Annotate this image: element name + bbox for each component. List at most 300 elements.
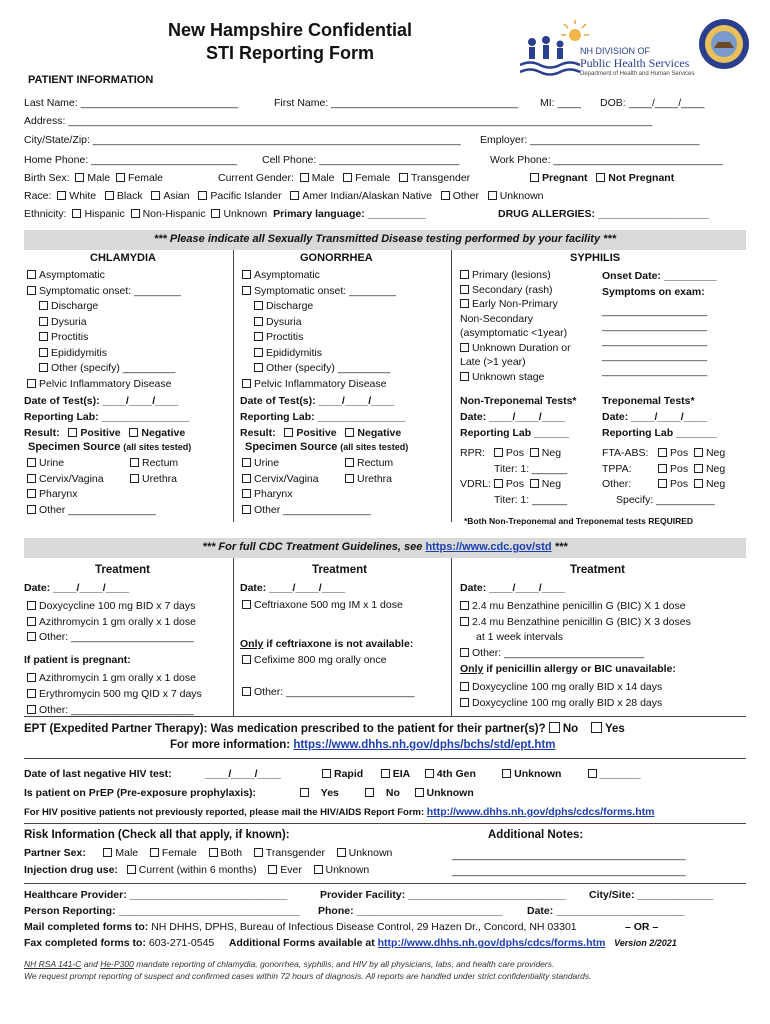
gc-cervix-label: Cervix/Vagina bbox=[254, 472, 319, 485]
rpr-pos-label: Pos bbox=[505, 447, 524, 459]
gc-symptomatic-label: Symptomatic onset: ________ bbox=[254, 284, 396, 297]
injection-unknown-checkbox[interactable] bbox=[314, 865, 323, 874]
syph-primary-label: Primary (lesions) bbox=[472, 269, 551, 281]
pregnant-checkbox[interactable] bbox=[530, 173, 539, 182]
syph-symptoms-line[interactable]: __________________ bbox=[602, 305, 708, 317]
gc-pharynx-checkbox[interactable] bbox=[242, 489, 251, 498]
cdc-banner-text: *** For full CDC Treatment Guidelines, see bbox=[202, 541, 423, 553]
tppa-neg-label: Neg bbox=[705, 462, 726, 475]
gc-other-checkbox[interactable] bbox=[254, 363, 263, 372]
trep-specify-field[interactable]: Specify: __________ bbox=[616, 493, 715, 506]
ethnicity-unknown-checkbox[interactable] bbox=[211, 209, 220, 218]
partner-male-label: Male bbox=[115, 847, 139, 859]
doxy-7-checkbox[interactable] bbox=[27, 601, 36, 610]
injection-current-checkbox[interactable] bbox=[127, 865, 136, 874]
ct-proctitis-label: Proctitis bbox=[51, 331, 89, 343]
syph-onset-field[interactable]: Onset Date: _________ bbox=[602, 270, 717, 282]
gc-pid-checkbox[interactable] bbox=[242, 379, 251, 388]
hiv-unknown-checkbox[interactable] bbox=[502, 769, 511, 778]
race-other-checkbox[interactable] bbox=[441, 191, 450, 200]
gc-rectum-label: Rectum bbox=[357, 457, 394, 469]
mail-address: NH DHHS, DPHS, Bureau of Infectious Disease Control, 29 Hazen Dr., Concord, NH 03301 bbox=[151, 921, 577, 933]
ct-epididymitis-label: Epididymitis bbox=[51, 346, 108, 359]
birth-sex-female-label: Female bbox=[127, 172, 163, 184]
treatment-date-ct[interactable]: Date: ____/____/____ bbox=[24, 582, 130, 594]
rpr-neg-checkbox[interactable] bbox=[530, 448, 539, 457]
divider bbox=[24, 823, 746, 824]
gc-pid-label: Pelvic Inflammatory Disease bbox=[254, 377, 387, 390]
ct-dysuria-label: Dysuria bbox=[51, 315, 87, 328]
gc-urethra-label: Urethra bbox=[357, 472, 393, 485]
hiv-other-field[interactable]: _______ bbox=[599, 768, 641, 780]
only-label-2: Only bbox=[460, 663, 484, 675]
syph-unknown-duration-label: Unknown Duration or bbox=[472, 341, 571, 354]
doxy-28-checkbox[interactable] bbox=[460, 698, 469, 707]
gender-transgender-checkbox[interactable] bbox=[399, 173, 408, 182]
divider bbox=[233, 250, 234, 522]
city-state-zip-field[interactable]: City/State/Zip: _______________________________________________________________ bbox=[24, 134, 461, 146]
erythro-checkbox[interactable] bbox=[27, 689, 36, 698]
vdrl-label: VDRL: bbox=[460, 478, 491, 490]
doxy-28-label: Doxycycline 100 mg orally BID x 28 days bbox=[472, 697, 663, 709]
gc-pharynx-label: Pharynx bbox=[254, 488, 293, 500]
rpr-neg-label: Neg bbox=[541, 447, 562, 459]
ct-pharynx-checkbox[interactable] bbox=[27, 489, 36, 498]
partner-unknown-checkbox[interactable] bbox=[337, 848, 346, 857]
fax-label: Fax completed forms to: bbox=[24, 937, 146, 949]
other-syph-label: Other: ________________________ bbox=[472, 646, 645, 659]
doxy-14-label: Doxycycline 100 mg orally BID x 14 days bbox=[472, 681, 663, 693]
notes-line[interactable]: ________________________________________ bbox=[452, 849, 686, 861]
ct-other-site-label: Other _______________ bbox=[39, 503, 156, 516]
bic-3-label: 2.4 mu Benzathine penicillin G (BIC) X 3 doses bbox=[472, 615, 691, 628]
footer-confidentiality: We request prompt reporting of suspect and confirmed cases within 72 hours of diagnosis. All reports are handled under strict confidentiality standards. bbox=[24, 971, 592, 981]
race-black-checkbox[interactable] bbox=[105, 191, 114, 200]
injection-current-label: Current (within 6 months) bbox=[138, 864, 257, 876]
notes-line[interactable]: ________________________________________ bbox=[452, 865, 686, 877]
injection-unknown-label: Unknown bbox=[325, 864, 370, 876]
if-pregnant-label: If patient is pregnant: bbox=[24, 654, 131, 666]
primary-language-field[interactable]: Primary language: __________ bbox=[273, 208, 427, 220]
gc-epididymitis-label: Epididymitis bbox=[266, 346, 323, 359]
cdc-link[interactable]: https://www.cdc.gov/std bbox=[425, 541, 552, 553]
patient-info-header: PATIENT INFORMATION bbox=[28, 74, 154, 86]
divider bbox=[24, 758, 746, 759]
gonorrhea-header: GONORRHEA bbox=[300, 252, 373, 264]
syph-unknown-duration-checkbox[interactable] bbox=[460, 343, 469, 352]
race-other-label: Other bbox=[452, 190, 479, 202]
gc-specimen-header: Specimen Source bbox=[245, 441, 338, 453]
additional-notes-label: Additional Notes: bbox=[488, 829, 584, 841]
ct-discharge-checkbox[interactable] bbox=[39, 301, 48, 310]
vdrl-neg-label: Neg bbox=[541, 478, 562, 490]
phone-field[interactable]: Phone: _________________________ bbox=[318, 905, 503, 917]
azith-ct-checkbox[interactable] bbox=[27, 617, 36, 626]
syph-late-label: Late (>1 year) bbox=[460, 356, 526, 368]
syph-primary-checkbox[interactable] bbox=[460, 270, 469, 279]
date-field[interactable]: Date: ______________________ bbox=[527, 905, 685, 917]
ct-negative-checkbox[interactable] bbox=[129, 428, 138, 437]
prep-yes-label: Yes bbox=[320, 787, 339, 799]
not-pregnant-checkbox[interactable] bbox=[596, 173, 605, 182]
syph-secondary-label: Secondary (rash) bbox=[472, 283, 553, 296]
gc-discharge-checkbox[interactable] bbox=[254, 301, 263, 310]
ct-rectum-label: Rectum bbox=[142, 457, 179, 469]
vdrl-pos-label: Pos bbox=[505, 478, 524, 490]
syph-symptoms-line[interactable]: __________________ bbox=[602, 335, 708, 347]
forms-link[interactable]: http://www.dhhs.nh.gov/dphs/cdcs/forms.htm bbox=[377, 937, 606, 949]
gc-urethra-checkbox[interactable] bbox=[345, 474, 354, 483]
current-gender-label: Current Gender: bbox=[218, 172, 294, 184]
gc-date-field[interactable]: Date of Test(s): ____/____/____ bbox=[240, 395, 395, 407]
trep-other-pos-checkbox[interactable] bbox=[658, 479, 667, 488]
hiv-last-neg-label: Date of last negative HIV test: bbox=[24, 768, 172, 780]
healthcare-provider-field[interactable]: Healthcare Provider: ___________________________ bbox=[24, 889, 288, 901]
syph-symptoms-line[interactable]: __________________ bbox=[602, 365, 708, 377]
ct-urine-checkbox[interactable] bbox=[27, 458, 36, 467]
drug-allergies-field[interactable]: DRUG ALLERGIES: ___________________ bbox=[498, 208, 709, 220]
form-title-line2: STI Reporting Form bbox=[206, 43, 374, 63]
prep-unknown-label: Unknown bbox=[426, 787, 474, 799]
gc-symptomatic-checkbox[interactable] bbox=[242, 286, 251, 295]
partner-female-label: Female bbox=[161, 847, 197, 859]
birth-sex-male-label: Male bbox=[87, 172, 111, 184]
other-ct-checkbox[interactable] bbox=[27, 632, 36, 641]
provider-facility-field[interactable]: Provider Facility: ___________________________ bbox=[320, 889, 566, 901]
hiv-eia-checkbox[interactable] bbox=[381, 769, 390, 778]
gc-negative-label: Negative bbox=[357, 427, 402, 439]
race-unknown-label: Unknown bbox=[499, 190, 544, 202]
ct-dysuria-checkbox[interactable] bbox=[39, 317, 48, 326]
divider bbox=[451, 250, 452, 522]
gc-other-site-checkbox[interactable] bbox=[242, 505, 251, 514]
race-unknown-checkbox[interactable] bbox=[488, 191, 497, 200]
fta-pos-checkbox[interactable] bbox=[658, 448, 667, 457]
ceftriaxone-checkbox[interactable] bbox=[242, 600, 251, 609]
ct-date-field[interactable]: Date of Test(s): ____/____/____ bbox=[24, 395, 179, 407]
other-gc-checkbox[interactable] bbox=[242, 687, 251, 696]
treatment-date-syph[interactable]: Date: ____/____/____ bbox=[460, 582, 566, 594]
birth-sex-female-checkbox[interactable] bbox=[116, 173, 125, 182]
syph-secondary-checkbox[interactable] bbox=[460, 285, 469, 294]
gc-specimen-note: (all sites tested) bbox=[340, 442, 409, 452]
gc-urine-checkbox[interactable] bbox=[242, 458, 251, 467]
trep-lab-field[interactable]: Reporting Lab _______ bbox=[602, 427, 717, 439]
vdrl-neg-checkbox[interactable] bbox=[530, 479, 539, 488]
tppa-neg-checkbox[interactable] bbox=[694, 464, 703, 473]
syph-symptoms-label: Symptoms on exam: bbox=[602, 286, 705, 298]
ct-lab-field[interactable]: Reporting Lab: _______________ bbox=[24, 411, 190, 423]
hiv-4thgen-checkbox[interactable] bbox=[425, 769, 434, 778]
hiv-rapid-label: Rapid bbox=[334, 768, 364, 780]
birth-sex-male-checkbox[interactable] bbox=[75, 173, 84, 182]
divider bbox=[24, 883, 746, 884]
nontrep-header: Non-Treponemal Tests* bbox=[460, 395, 577, 407]
gender-transgender-label: Transgender bbox=[411, 172, 471, 184]
ct-positive-label: Positive bbox=[80, 427, 121, 439]
bic-1-checkbox[interactable] bbox=[460, 601, 469, 610]
doxy-14-checkbox[interactable] bbox=[460, 682, 469, 691]
ct-symptomatic-checkbox[interactable] bbox=[27, 286, 36, 295]
syph-unknown-stage-checkbox[interactable] bbox=[460, 372, 469, 381]
ceftriaxone-label: Ceftriaxone 500 mg IM x 1 dose bbox=[254, 599, 403, 611]
birth-sex-label: Birth Sex: bbox=[24, 172, 70, 184]
gender-male-checkbox[interactable] bbox=[300, 173, 309, 182]
partner-both-checkbox[interactable] bbox=[209, 848, 218, 857]
pregnant-label: Pregnant bbox=[542, 172, 588, 184]
hiv-form-link[interactable]: http://www.dhhs.nh.gov/dphs/cdcs/forms.htm bbox=[426, 806, 655, 818]
hiv-positive-note: For HIV positive patients not previously reported, please mail the HIV/AIDS Report Form: bbox=[24, 807, 425, 818]
logo-line1: NH DIVISION OF bbox=[580, 46, 651, 56]
race-label: Race: bbox=[24, 190, 52, 202]
rpr-titer-field[interactable]: Titer: 1: ______ bbox=[494, 462, 568, 475]
treatment-date-gc[interactable]: Date: ____/____/____ bbox=[240, 582, 346, 594]
ct-rectum-checkbox[interactable] bbox=[130, 458, 139, 467]
ept-link[interactable]: https://www.dhhs.nh.gov/dphs/bchs/std/ept.htm bbox=[293, 739, 556, 751]
injection-ever-label: Ever bbox=[280, 864, 302, 876]
mail-label: Mail completed forms to: bbox=[24, 921, 149, 933]
gc-other-label: Other (specify) _________ bbox=[266, 362, 391, 374]
ct-other-label: Other (specify) _________ bbox=[51, 362, 176, 374]
gc-cervix-checkbox[interactable] bbox=[242, 474, 251, 483]
gc-asymptomatic-label: Asymptomatic bbox=[254, 269, 320, 281]
race-amer-indian-label: Amer Indian/Alaskan Native bbox=[302, 190, 432, 202]
cefixime-checkbox[interactable] bbox=[242, 655, 251, 664]
tppa-pos-checkbox[interactable] bbox=[658, 464, 667, 473]
bic-1-label: 2.4 mu Benzathine penicillin G (BIC) X 1 dose bbox=[472, 600, 686, 612]
ct-other-checkbox[interactable] bbox=[39, 363, 48, 372]
syph-symptoms-line[interactable]: __________________ bbox=[602, 350, 708, 362]
or-label: – OR – bbox=[625, 921, 659, 933]
trep-date-field[interactable]: Date: ____/____/____ bbox=[602, 411, 708, 423]
nh-seal-icon bbox=[698, 18, 750, 70]
partner-female-checkbox[interactable] bbox=[150, 848, 159, 857]
gender-male-label: Male bbox=[311, 172, 335, 184]
rpr-pos-checkbox[interactable] bbox=[494, 448, 503, 457]
ct-positive-checkbox[interactable] bbox=[68, 428, 77, 437]
syph-unknown-stage-label: Unknown stage bbox=[472, 370, 545, 383]
logo-line2: Public Health Services bbox=[580, 56, 690, 70]
other-ct-label: Other: _____________________ bbox=[39, 631, 194, 643]
vdrl-titer-field[interactable]: Titer: 1: ______ bbox=[494, 493, 568, 506]
partner-transgender-label: Transgender bbox=[265, 847, 325, 859]
trep-other-neg-checkbox[interactable] bbox=[694, 479, 703, 488]
gc-dysuria-label: Dysuria bbox=[266, 315, 302, 328]
fta-label: FTA-ABS: bbox=[602, 447, 649, 459]
logo-line3: Department of Health and Human Services bbox=[580, 71, 695, 77]
gender-female-checkbox[interactable] bbox=[343, 173, 352, 182]
divider bbox=[24, 716, 746, 717]
partner-transgender-checkbox[interactable] bbox=[254, 848, 263, 857]
ct-cervix-label: Cervix/Vagina bbox=[39, 472, 104, 485]
chlamydia-header: CHLAMYDIA bbox=[90, 252, 156, 264]
vdrl-pos-checkbox[interactable] bbox=[494, 479, 503, 488]
hiv-4thgen-label: 4th Gen bbox=[436, 768, 476, 780]
syph-early-label2: Non-Secondary bbox=[460, 312, 533, 325]
additional-forms-label: Additional Forms available at bbox=[228, 937, 375, 949]
ct-urine-label: Urine bbox=[39, 457, 65, 469]
ept-question: EPT (Expedited Partner Therapy): Was medication prescribed to the patient for their partner(s)? bbox=[24, 723, 546, 735]
divider bbox=[233, 558, 234, 716]
hiv-unknown-label: Unknown bbox=[514, 768, 562, 780]
hiv-rapid-checkbox[interactable] bbox=[322, 769, 331, 778]
address-field[interactable]: Address: ____________________________________________________________________________________________________ bbox=[24, 115, 653, 127]
race-asian-label: Asian bbox=[163, 190, 190, 202]
fta-pos-label: Pos bbox=[670, 447, 689, 459]
treatment-header-syph: Treatment bbox=[570, 564, 625, 576]
nontrep-date-field[interactable]: Date: ____/____/____ bbox=[460, 411, 566, 423]
gc-lab-field[interactable]: Reporting Lab: _______________ bbox=[240, 411, 406, 423]
version-label: Version 2/2021 bbox=[614, 938, 677, 948]
hep-link[interactable]: He-P300 bbox=[100, 959, 134, 969]
gc-dysuria-checkbox[interactable] bbox=[254, 317, 263, 326]
footer-and: and bbox=[83, 959, 98, 969]
form-title-line1: New Hampshire Confidential bbox=[167, 20, 413, 40]
tppa-label: TPPA: bbox=[602, 462, 632, 475]
rsa-link[interactable]: NH RSA 141-C bbox=[24, 959, 82, 969]
ct-pid-label: Pelvic Inflammatory Disease bbox=[39, 377, 172, 390]
other-gc-label: Other: ______________________ bbox=[254, 686, 415, 698]
trep-header: Treponemal Tests* bbox=[602, 395, 695, 407]
footer-mandate: mandate reporting of chlamydia, gonorrhea, syphilis, and HIV by all physicians, labs, and health care providers. bbox=[136, 959, 555, 969]
ethnicity-unknown-label: Unknown bbox=[223, 208, 268, 220]
ct-urethra-checkbox[interactable] bbox=[130, 474, 139, 483]
ct-symptomatic-label: Symptomatic onset: ________ bbox=[39, 284, 181, 297]
erythro-label: Erythromycin 500 mg QID x 7 days bbox=[39, 688, 202, 700]
not-pregnant-label: Not Pregnant bbox=[608, 172, 675, 184]
ct-negative-label: Negative bbox=[141, 427, 186, 439]
ct-epididymitis-checkbox[interactable] bbox=[39, 348, 48, 357]
other-preg-label: Other: _____________________ bbox=[39, 704, 194, 716]
ept-yes-label: Yes bbox=[604, 723, 625, 735]
gc-asymptomatic-checkbox[interactable] bbox=[242, 270, 251, 279]
other-preg-checkbox[interactable] bbox=[27, 705, 36, 714]
ept-more-label: For more information: bbox=[170, 739, 291, 751]
syphilis-header: SYPHILIS bbox=[570, 252, 621, 264]
injection-ever-checkbox[interactable] bbox=[268, 865, 277, 874]
ct-cervix-checkbox[interactable] bbox=[27, 474, 36, 483]
hiv-eia-label: EIA bbox=[392, 768, 411, 780]
syphilis-tests-note: *Both Non-Treponemal and Treponemal tests REQUIRED bbox=[464, 516, 694, 526]
gc-result-label: Result: bbox=[240, 427, 276, 439]
ct-pharynx-label: Pharynx bbox=[39, 488, 78, 500]
cefixime-label: Cefixime 800 mg orally once bbox=[254, 654, 387, 666]
gc-negative-checkbox[interactable] bbox=[345, 428, 354, 437]
partner-unknown-label: Unknown bbox=[348, 847, 393, 859]
ept-no-checkbox[interactable] bbox=[549, 722, 560, 733]
ept-no-label: No bbox=[562, 723, 579, 735]
azith-preg-checkbox[interactable] bbox=[27, 673, 36, 682]
race-amer-indian-checkbox[interactable] bbox=[290, 191, 299, 200]
hiv-date-field[interactable]: ____/____/____ bbox=[205, 768, 281, 780]
race-black-label: Black bbox=[116, 190, 143, 202]
ct-pid-checkbox[interactable] bbox=[27, 379, 36, 388]
last-name-field[interactable]: Last Name: ___________________________ bbox=[24, 97, 239, 109]
prep-label: Is patient on PrEP (Pre-exposure prophylaxis): bbox=[24, 787, 257, 799]
ct-asymptomatic-checkbox[interactable] bbox=[27, 270, 36, 279]
bic-3-checkbox[interactable] bbox=[460, 617, 469, 626]
ct-specimen-note: (all sites tested) bbox=[123, 442, 192, 452]
work-phone-field[interactable]: Work Phone: _____________________________ bbox=[490, 154, 723, 166]
gc-proctitis-checkbox[interactable] bbox=[254, 332, 263, 341]
syph-early-label: Early Non-Primary bbox=[472, 298, 558, 310]
if-pen-label: if penicillin allergy or BIC unavailable: bbox=[486, 663, 676, 675]
gc-rectum-checkbox[interactable] bbox=[345, 458, 354, 467]
prep-yes-checkbox[interactable] bbox=[300, 788, 309, 797]
ct-other-site-checkbox[interactable] bbox=[27, 505, 36, 514]
prep-no-label: No bbox=[385, 787, 400, 799]
dob-field[interactable]: DOB: ____/____/____ bbox=[600, 97, 705, 109]
bic-interval-label: at 1 week intervals bbox=[476, 631, 563, 643]
gc-epididymitis-checkbox[interactable] bbox=[254, 348, 263, 357]
cdc-banner-end: *** bbox=[554, 541, 568, 553]
ethnicity-hispanic-label: Hispanic bbox=[84, 208, 125, 220]
race-white-checkbox[interactable] bbox=[57, 191, 66, 200]
ct-proctitis-checkbox[interactable] bbox=[39, 332, 48, 341]
ct-discharge-label: Discharge bbox=[51, 300, 99, 312]
azith-preg-label: Azithromycin 1 gm orally x 1 dose bbox=[39, 672, 196, 684]
prep-no-checkbox[interactable] bbox=[365, 788, 374, 797]
ethnicity-non-hispanic-checkbox[interactable] bbox=[131, 209, 140, 218]
syph-early-checkbox[interactable] bbox=[460, 299, 469, 308]
hiv-other-checkbox[interactable] bbox=[588, 769, 597, 778]
partner-male-checkbox[interactable] bbox=[103, 848, 112, 857]
race-pacific-label: Pacific Islander bbox=[210, 190, 282, 202]
ct-urethra-label: Urethra bbox=[142, 472, 178, 485]
race-pacific-checkbox[interactable] bbox=[198, 191, 207, 200]
city-site-field[interactable]: City/Site: _____________ bbox=[589, 889, 714, 901]
other-syph-checkbox[interactable] bbox=[460, 648, 469, 657]
treatment-header-ct: Treatment bbox=[95, 564, 150, 576]
partner-both-label: Both bbox=[220, 847, 243, 859]
only-label: Only bbox=[240, 638, 264, 650]
ct-result-label: Result: bbox=[24, 427, 60, 439]
injection-label: Injection drug use: bbox=[24, 864, 118, 876]
mi-field[interactable]: MI: ____ bbox=[540, 97, 581, 109]
first-name-field[interactable]: First Name: ________________________________ bbox=[274, 97, 519, 109]
prep-unknown-checkbox[interactable] bbox=[415, 788, 424, 797]
fax-number: 603-271-0545 bbox=[148, 937, 215, 949]
rpr-label: RPR: bbox=[460, 447, 486, 459]
partner-sex-label: Partner Sex: bbox=[24, 847, 86, 859]
ct-specimen-header: Specimen Source bbox=[28, 441, 121, 453]
treatment-header-gc: Treatment bbox=[312, 564, 367, 576]
syph-early-label3: (asymptomatic <1year) bbox=[460, 327, 568, 339]
ethnicity-hispanic-checkbox[interactable] bbox=[72, 209, 81, 218]
trep-other-pos-label: Pos bbox=[670, 478, 689, 490]
fta-neg-checkbox[interactable] bbox=[694, 448, 703, 457]
employer-field[interactable]: Employer: _____________________________ bbox=[480, 134, 700, 146]
if-ceft-label: if ceftriaxone is not available: bbox=[266, 638, 414, 650]
ethnicity-non-hispanic-label: Non-Hispanic bbox=[142, 208, 206, 220]
syph-symptoms-line[interactable]: __________________ bbox=[602, 320, 708, 332]
gc-proctitis-label: Proctitis bbox=[266, 331, 304, 343]
fta-neg-label: Neg bbox=[705, 447, 726, 459]
cell-phone-field[interactable]: Cell Phone: ________________________ bbox=[262, 154, 460, 166]
ct-asymptomatic-label: Asymptomatic bbox=[39, 269, 105, 281]
race-asian-checkbox[interactable] bbox=[151, 191, 160, 200]
gc-other-site-label: Other _______________ bbox=[254, 503, 371, 516]
home-phone-field[interactable]: Home Phone: _________________________ bbox=[24, 154, 238, 166]
ept-yes-checkbox[interactable] bbox=[591, 722, 602, 733]
risk-header: Risk Information (Check all that apply, if known): bbox=[24, 829, 290, 841]
nontrep-lab-field[interactable]: Reporting Lab ______ bbox=[460, 427, 570, 439]
divider bbox=[451, 558, 452, 716]
gc-discharge-label: Discharge bbox=[266, 300, 314, 312]
ethnicity-label: Ethnicity: bbox=[24, 208, 67, 220]
person-reporting-field[interactable]: Person Reporting: _______________________________ bbox=[24, 905, 300, 917]
gc-positive-checkbox[interactable] bbox=[284, 428, 293, 437]
